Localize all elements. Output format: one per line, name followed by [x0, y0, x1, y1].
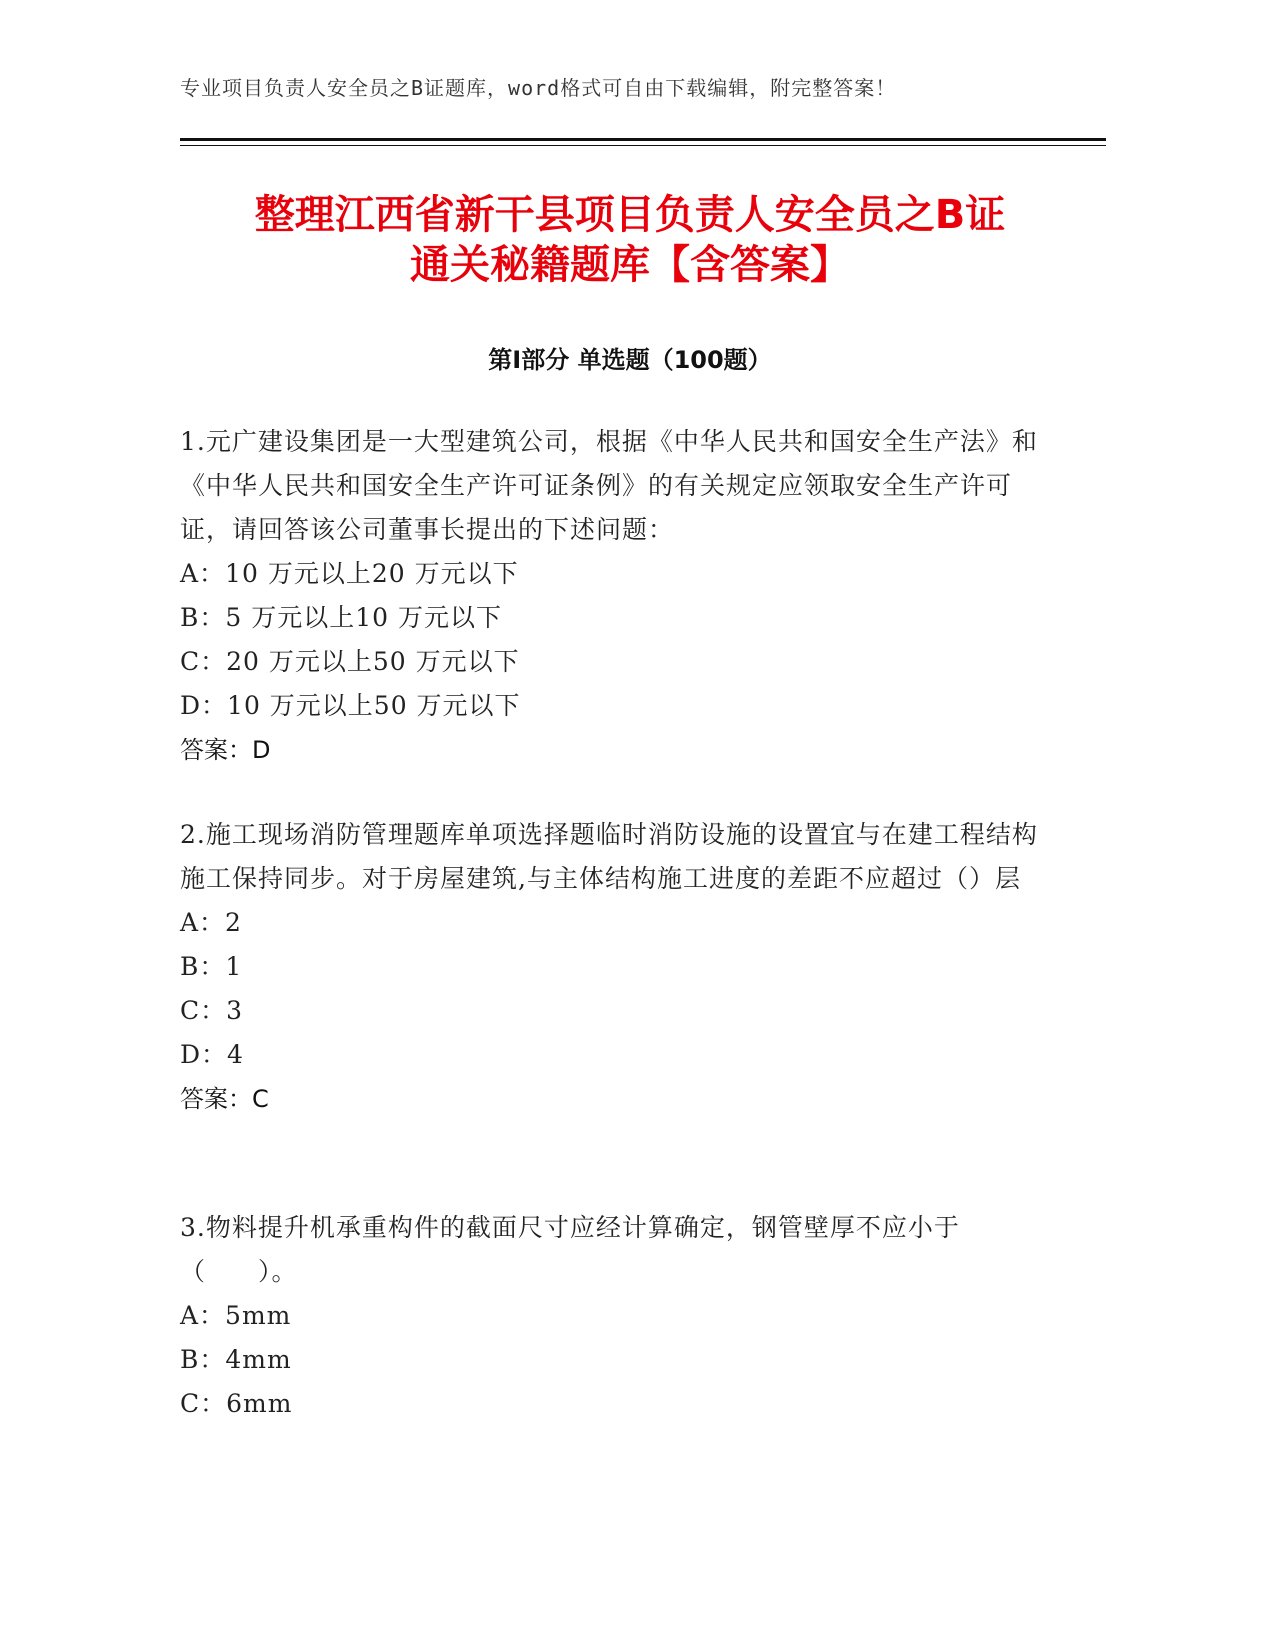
- title-line-1: 整理江西省新干县项目负责人安全员之B证: [254, 192, 1006, 238]
- document-title: [180, 190, 1080, 290]
- option-b: B：1: [180, 952, 243, 981]
- page-header: 专业项目负责人安全员之B证题库，word格式可自由下载编辑，附完整答案！: [180, 76, 897, 100]
- option-a: A：5mm: [180, 1301, 292, 1330]
- option-a: A：2: [180, 908, 242, 937]
- option-b: B：5 万元以上10 万元以下: [180, 603, 502, 632]
- section-title: 第Ⅰ部分 单选题（100题）: [488, 346, 772, 374]
- answer: 答案：D: [180, 736, 271, 764]
- option-c: C：6mm: [180, 1389, 293, 1418]
- option-c: C：3: [180, 996, 244, 1025]
- option-d: D：10 万元以上50 万元以下: [180, 691, 521, 720]
- option-d: D：4: [180, 1040, 244, 1069]
- question-stem: 3.物料提升机承重构件的截面尺寸应经计算确定，钢管壁厚不应小于（ ）。: [180, 1213, 960, 1286]
- question-stem: 2.施工现场消防管理题库单项选择题临时消防设施的设置宜与在建工程结构施工保持同步。对于房屋建筑,与主体结构施工进度的差距不应超过（）层: [180, 820, 1038, 893]
- question-1: [180, 420, 1040, 772]
- question-stem: 1.元广建设集团是一大型建筑公司，根据《中华人民共和国安全生产法》和《中华人民共和国安全生产许可证条例》的有关规定应领取安全生产许可证，请回答该公司董事长提出的下述问题：: [180, 427, 1038, 544]
- title-line-2: 通关秘籍题库【含答案】: [410, 242, 850, 288]
- header-rule-thin: [180, 145, 1106, 146]
- answer: 答案：C: [180, 1085, 269, 1113]
- option-a: A：10 万元以上20 万元以下: [180, 559, 519, 588]
- option-b: B：4mm: [180, 1345, 292, 1374]
- header-rule-thick: [180, 138, 1106, 141]
- question-2: [180, 813, 1040, 1121]
- question-3: [180, 1206, 1040, 1426]
- option-c: C：20 万元以上50 万元以下: [180, 647, 520, 676]
